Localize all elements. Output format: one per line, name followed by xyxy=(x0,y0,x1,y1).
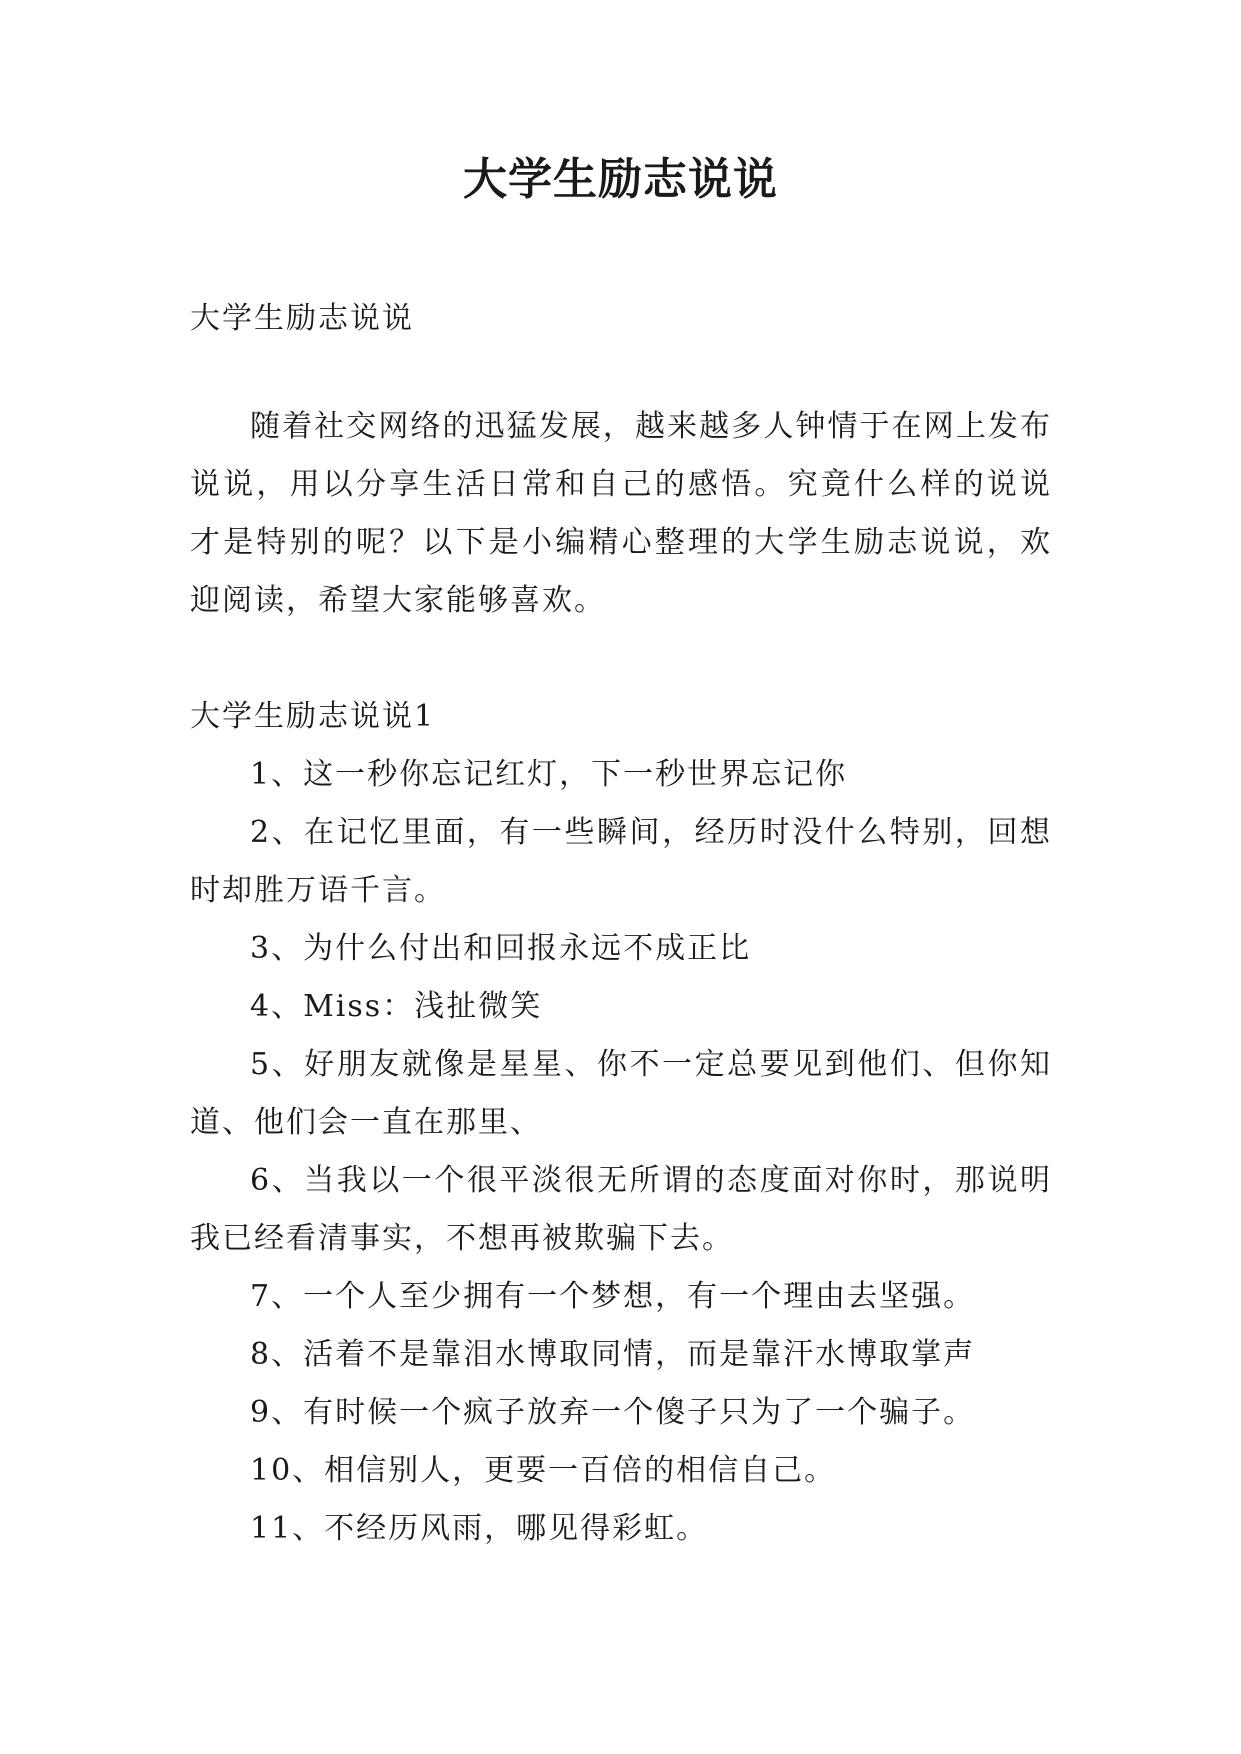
document-title: 大学生励志说说 xyxy=(463,154,778,205)
list-item: 1、这一秒你忘记红灯，下一秒世界忘记你 xyxy=(250,757,848,792)
intro-paragraph: 随着社交网络的迅猛发展，越来越多人钟情于在网上发布说说，用以分享生活日常和自己的感悟。究竟什么样的说说才是特别的呢？以下是小编精心整理的大学生励志说说，欢迎阅读，希望大家能够喜欢。 xyxy=(190,409,1052,618)
document-body xyxy=(190,290,1052,1558)
list-item: 9、有时候一个疯子放弃一个傻子只为了一个骗子。 xyxy=(250,1395,976,1430)
list-item: 2、在记忆里面，有一些瞬间，经历时没什么特别，回想时却胜万语千言。 xyxy=(190,815,1052,908)
list-item: 10、相信别人，更要一百倍的相信自己。 xyxy=(250,1453,837,1488)
list-item: 8、活着不是靠泪水博取同情，而是靠汗水博取掌声 xyxy=(250,1337,976,1372)
document-subtitle: 大学生励志说说 xyxy=(190,301,414,336)
list-item: 6、当我以一个很平淡很无所谓的态度面对你时，那说明我已经看清事实，不想再被欺骗下去。 xyxy=(190,1163,1052,1256)
list-item: 3、为什么付出和回报永远不成正比 xyxy=(250,931,752,966)
list-item: 7、一个人至少拥有一个梦想，有一个理由去坚强。 xyxy=(250,1279,976,1314)
list-item: 5、好朋友就像是星星、你不一定总要见到他们、但你知道、他们会一直在那里、 xyxy=(190,1047,1052,1140)
section-heading: 大学生励志说说1 xyxy=(190,699,436,734)
list-item: 11、不经历风雨，哪见得彩虹。 xyxy=(250,1511,709,1546)
list-item: 4、Miss：浅扯微笑 xyxy=(250,989,543,1024)
